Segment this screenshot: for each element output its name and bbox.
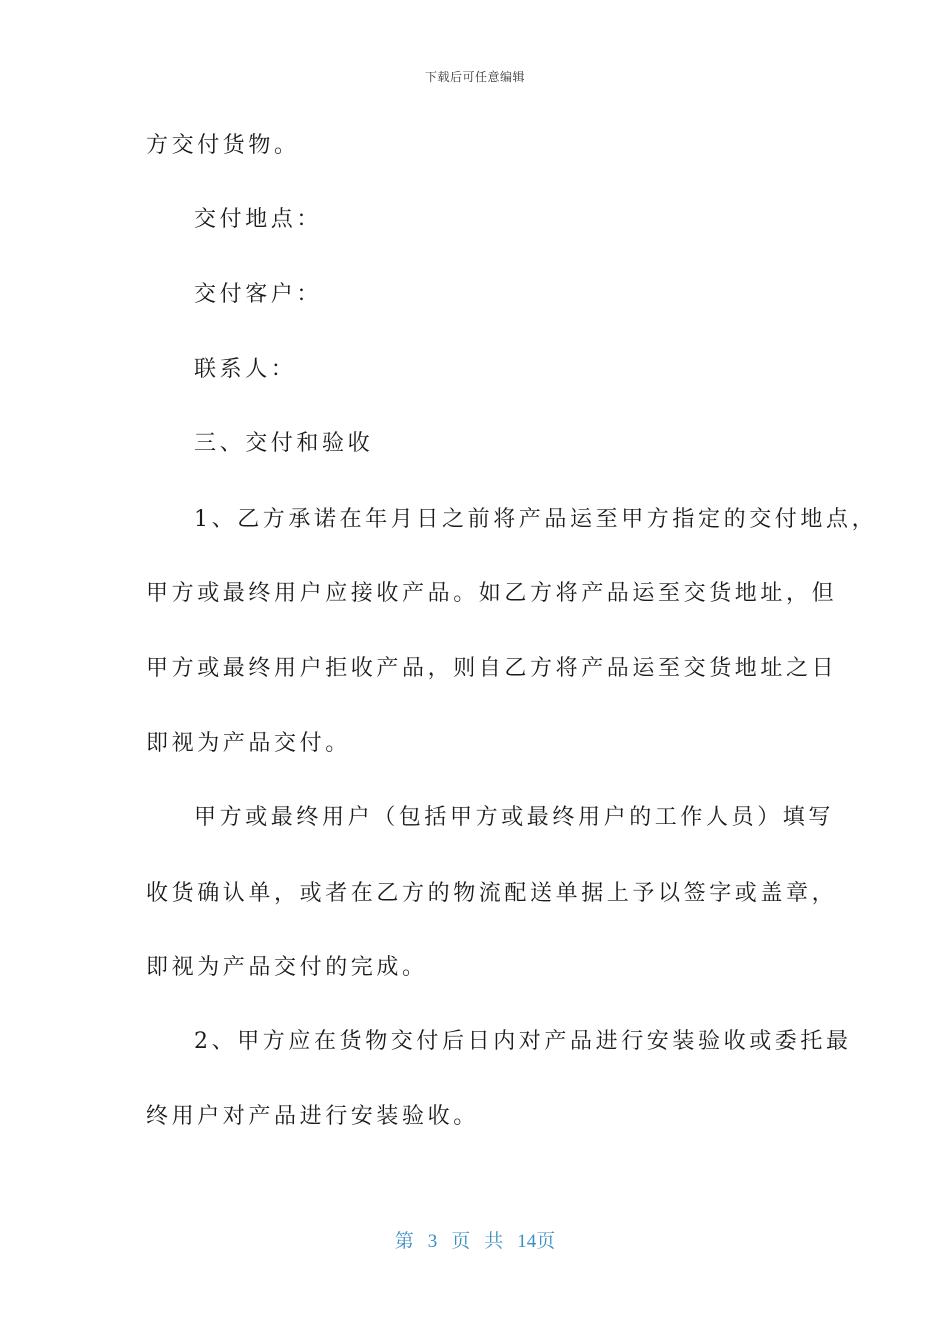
text-line: 交付地点： [194, 207, 323, 232]
text-line: 甲方或最终用户拒收产品，则自乙方将产品运至交货地址之日 [146, 656, 838, 681]
text-line: 1、乙方承诺在年月日之前将产品运至甲方指定的交付地点， [194, 507, 878, 532]
text-line: 2、甲方应在货物交付后日内对产品进行安装验收或委托最 [194, 1029, 852, 1054]
text-line: 即视为产品交付。 [146, 731, 351, 756]
text-line: 即视为产品交付的完成。 [146, 955, 428, 980]
text-line: 方交付货物。 [146, 133, 300, 158]
text-line: 收货确认单，或者在乙方的物流配送单据上予以签字或盖章， [146, 881, 838, 906]
footer-total-pages: 14页 [517, 1231, 556, 1252]
footer-prefix: 第 [394, 1231, 414, 1252]
footer-total-label: 共 [484, 1231, 504, 1252]
text-line: 终用户对产品进行安装验收。 [146, 1104, 479, 1129]
text-line: 交付客户： [194, 282, 323, 307]
footer-page-unit: 页 [451, 1231, 471, 1252]
footer-current-page: 3 [427, 1231, 438, 1252]
page-footer [0, 1226, 950, 1253]
text-line: 联系人： [194, 357, 297, 382]
section-heading: 三、交付和验收 [194, 431, 374, 456]
page-header: 下载后可任意编辑 [424, 70, 525, 84]
text-line: 甲方或最终用户（包括甲方或最终用户的工作人员）填写 [194, 805, 835, 830]
text-line: 甲方或最终用户应接收产品。如乙方将产品运至交货地址，但 [146, 581, 838, 606]
